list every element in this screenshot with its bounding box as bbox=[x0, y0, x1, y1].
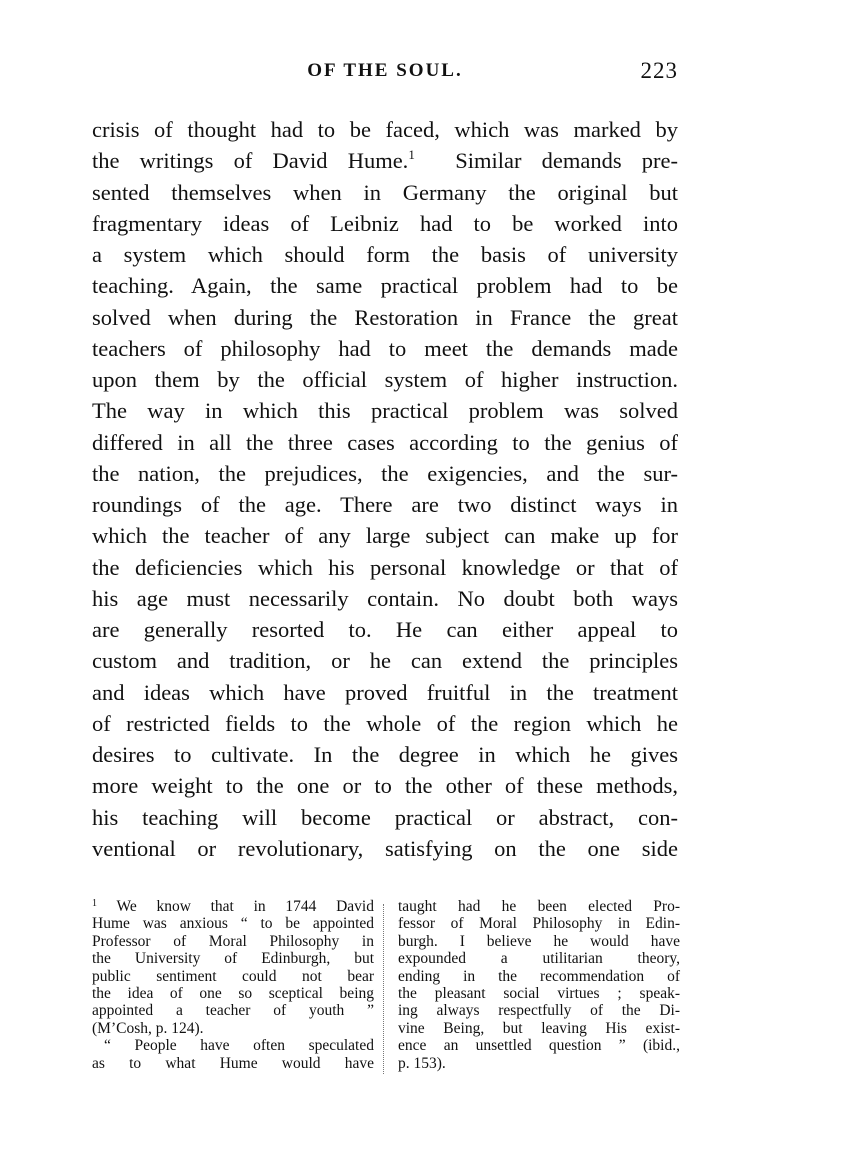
footnote-line: taught had he been elected Pro- bbox=[398, 898, 680, 915]
running-title: OF THE SOUL. bbox=[307, 60, 463, 81]
footnote-column-left bbox=[92, 898, 374, 1072]
footnote-line: the pleasant social virtues ; speak- bbox=[398, 984, 680, 1002]
body-line: upon them by the official system of higher instruction. bbox=[92, 367, 678, 392]
body-line: are generally resorted to. He can either appeal to bbox=[92, 617, 678, 642]
footnote-reference: 1 bbox=[408, 147, 415, 163]
body-line: of restricted fields to the whole of the region which he bbox=[92, 710, 678, 736]
footnote-line: the University of Edinburgh, but bbox=[92, 950, 374, 968]
body-line: and ideas which have proved fruitful in the treatment bbox=[92, 679, 678, 705]
footnote-line: as to what Hume would have bbox=[92, 1054, 374, 1072]
body-line: teachers of philosophy had to meet the demands made bbox=[92, 335, 678, 361]
footnote-line: ence an unsettled question ” (ibid., bbox=[398, 1037, 680, 1055]
footnote-line: ing always respectfully of the Di- bbox=[398, 1002, 680, 1020]
body-line: the deficiencies which his personal knowledge or that of bbox=[92, 554, 678, 580]
body-line: The way in which this practical problem was solved bbox=[92, 398, 678, 424]
body-line-segment: the writings of David Hume. bbox=[92, 148, 409, 174]
body-line: the nation, the prejudices, the exigencies, and the sur- bbox=[92, 460, 678, 486]
footnote-line: expounded a utilitarian theory, bbox=[398, 950, 680, 968]
footnote-line: (M’Cosh, p. 124). bbox=[92, 1019, 204, 1037]
body-line: crisis of thought had to be faced, which was marked by bbox=[92, 117, 678, 142]
footnote-column-divider bbox=[383, 904, 384, 1074]
footnote-line: Hume was anxious “ to be appointed bbox=[92, 915, 374, 933]
body-line: his age must necessarily contain. No doubt both ways bbox=[92, 585, 678, 611]
body-text bbox=[92, 114, 678, 864]
body-line: fragmentary ideas of Leibniz had to be worked into bbox=[92, 210, 678, 236]
footnote-line: the idea of one so sceptical being bbox=[92, 984, 374, 1002]
footnote-column-right bbox=[398, 898, 680, 1072]
footnotes bbox=[92, 898, 678, 1088]
footnote-line: public sentiment could not bear bbox=[92, 967, 374, 985]
footnote-line: burgh. I believe he would have bbox=[398, 932, 680, 950]
footnote-line: ending in the recommendation of bbox=[398, 967, 680, 985]
page-header bbox=[92, 60, 678, 90]
body-line: roundings of the age. There are two distinct ways in bbox=[92, 492, 678, 517]
body-line: his teaching will become practical or abstract, con- bbox=[92, 804, 678, 830]
body-line: which the teacher of any large subject can make up for bbox=[92, 523, 678, 549]
body-line: a system which should form the basis of university bbox=[92, 242, 678, 267]
footnote-line: Professor of Moral Philosophy in bbox=[92, 932, 374, 950]
body-line bbox=[92, 145, 678, 176]
footnote-line: p. 153). bbox=[398, 1054, 446, 1072]
body-line: desires to cultivate. In the degree in which he gives bbox=[92, 742, 678, 767]
footnote-line: appointed a teacher of youth ” bbox=[92, 1002, 374, 1020]
page-number: 223 bbox=[640, 58, 678, 83]
body-line: custom and tradition, or he can extend the principles bbox=[92, 648, 678, 674]
body-line: differed in all the three cases according to the genius of bbox=[92, 429, 678, 455]
footnote-line: vine Being, but leaving His exist- bbox=[398, 1019, 680, 1037]
body-line: sented themselves when in Germany the original but bbox=[92, 179, 678, 205]
footnote-marker: 1 bbox=[92, 898, 97, 909]
body-line: teaching. Again, the same practical problem had to be bbox=[92, 273, 678, 299]
body-line: more weight to the one or to the other of these methods, bbox=[92, 773, 678, 799]
footnote-line bbox=[92, 898, 374, 915]
footnote-line-text: We know that in 1744 David bbox=[116, 898, 374, 915]
footnote-line: fessor of Moral Philosophy in Edin- bbox=[398, 915, 680, 933]
footnote-line: “ People have often speculated bbox=[104, 1037, 374, 1055]
body-line: solved when during the Restoration in France the great bbox=[92, 304, 678, 330]
body-line-segment: Similar demands pre- bbox=[455, 148, 679, 174]
body-line: ventional or revolutionary, satisfying on the one side bbox=[92, 835, 678, 861]
